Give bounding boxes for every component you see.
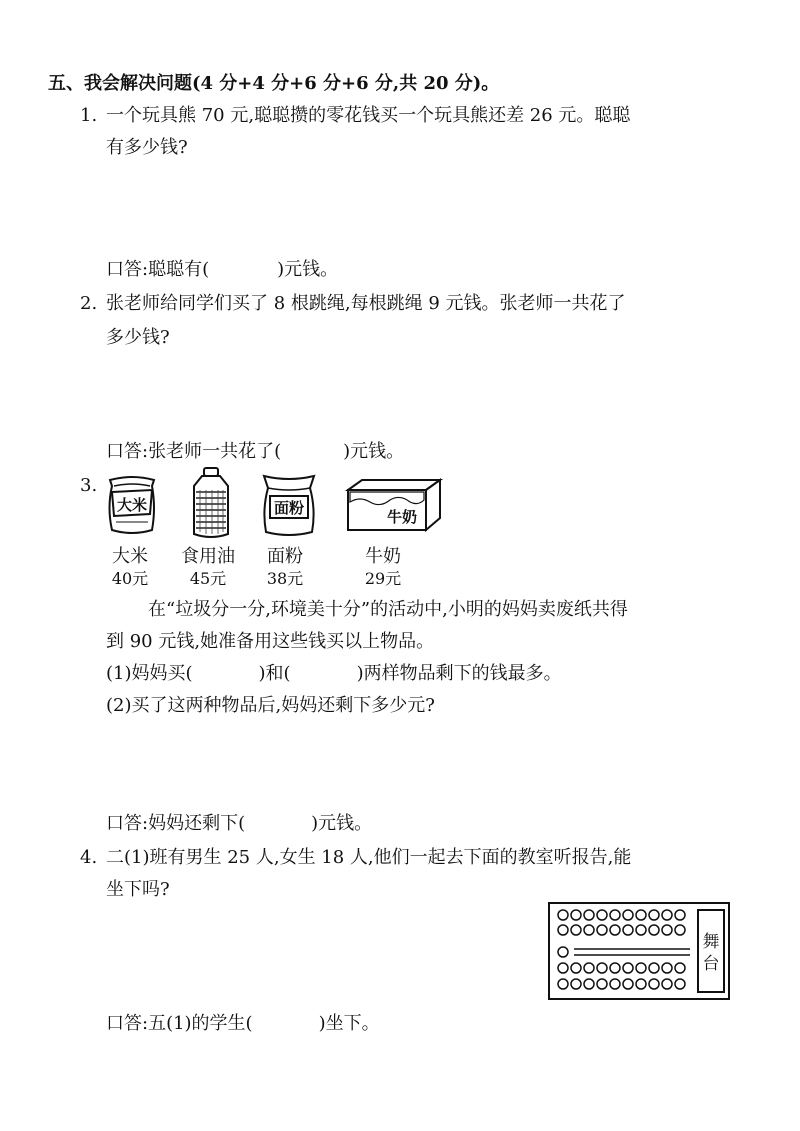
q3-sub1-prefix: (1)妈妈买(: [106, 663, 193, 684]
stage-label-char2: 台: [702, 954, 720, 974]
q4-text-line1: 二(1)班有男生 25 人,女生 18 人,他们一起去下面的教室听报告,能: [106, 847, 632, 868]
seat-circle: [558, 910, 568, 920]
q1-answer-suffix: )元钱。: [277, 259, 339, 280]
seat-circle: [558, 947, 568, 957]
seat-circle: [597, 963, 607, 973]
goods-milk: [356, 546, 410, 590]
seat-circle: [675, 910, 685, 920]
rice-bag-label: 大米: [116, 496, 148, 514]
seat-circle: [584, 925, 594, 935]
seat-circle: [675, 963, 685, 973]
q4-answer: [106, 1012, 380, 1036]
seat-circle: [610, 910, 620, 920]
q3-text-line1: 在“垃圾分一分,环境美十分”的活动中,小明的妈妈卖废纸共得: [148, 599, 628, 620]
seat-circle: [558, 963, 568, 973]
seat-circle: [571, 925, 581, 935]
seat-circle: [571, 979, 581, 989]
seat-circle: [649, 963, 659, 973]
q2-text-line1: 张老师给同学们买了 8 根跳绳,每根跳绳 9 元钱。张老师一共花了: [106, 293, 626, 314]
seat-circle: [662, 963, 672, 973]
q1-answer: [106, 258, 338, 282]
q3-answer-prefix: 口答:妈妈还剩下(: [106, 813, 246, 834]
milk-box-icon: [344, 476, 444, 534]
seat-circle: [571, 963, 581, 973]
q1-text-line1: 一个玩具熊 70 元,聪聪攒的零花钱买一个玩具熊还差 26 元。聪聪: [106, 105, 631, 126]
seat-circle: [675, 979, 685, 989]
seat-circle: [584, 979, 594, 989]
q1-answer-prefix: 口答:聪聪有(: [106, 259, 210, 280]
q2-number: 2.: [80, 293, 98, 314]
q4-text-line2: 坐下吗?: [106, 879, 170, 900]
seat-circle: [636, 963, 646, 973]
q3-sub1-middle: )和(: [258, 663, 291, 684]
classroom-diagram: [548, 902, 730, 1000]
seat-circle: [662, 925, 672, 935]
seat-circle: [623, 910, 633, 920]
seat-circle: [558, 925, 568, 935]
q2-answer-suffix: )元钱。: [343, 441, 405, 462]
seat-circle: [610, 925, 620, 935]
q3-number: 3.: [80, 475, 98, 496]
section-title: 五、我会解决问题(4 分+4 分+6 分+6 分,共 20 分)。: [48, 73, 500, 94]
seat-circle: [649, 910, 659, 920]
q4-answer-suffix: )坐下。: [318, 1013, 380, 1034]
flour-bag-label: 面粉: [273, 499, 305, 517]
q3-sub2: (2)买了这两种物品后,妈妈还剩下多少元?: [106, 695, 435, 716]
milk-box-label: 牛奶: [386, 508, 418, 526]
goods-oil-price: 45元: [189, 569, 227, 588]
seat-circle: [623, 963, 633, 973]
q2-text-line2: 多少钱?: [106, 327, 170, 348]
seat-circle: [571, 910, 581, 920]
seat-circle: [675, 925, 685, 935]
seat-circle: [662, 979, 672, 989]
goods-rice-price: 40元: [111, 569, 149, 588]
seat-circle: [636, 910, 646, 920]
q2-answer-prefix: 口答:张老师一共花了(: [106, 441, 282, 462]
seat-circle: [597, 925, 607, 935]
seat-circle: [610, 963, 620, 973]
rice-bag-icon: [104, 472, 160, 538]
seat-circle: [623, 925, 633, 935]
seat-circle: [636, 925, 646, 935]
seat-circle: [636, 979, 646, 989]
goods-flour-price: 38元: [266, 569, 304, 588]
goods-oil: [176, 546, 240, 590]
goods-milk-name: 牛奶: [365, 546, 401, 567]
oil-bottle-icon: [188, 466, 234, 540]
seat-circle: [649, 979, 659, 989]
goods-flour-name: 面粉: [267, 546, 303, 567]
q4-answer-prefix: 口答:五(1)的学生(: [106, 1013, 253, 1034]
q3-sub1: [106, 662, 562, 686]
seat-circle: [584, 910, 594, 920]
q3-answer: [106, 812, 372, 836]
q2-answer: [106, 440, 404, 464]
seat-circle: [597, 910, 607, 920]
goods-rice-name: 大米: [112, 546, 148, 567]
seat-circle: [610, 979, 620, 989]
flour-bag-icon: [260, 472, 318, 538]
seat-circle: [597, 979, 607, 989]
q3-answer-suffix: )元钱。: [311, 813, 373, 834]
seat-circle: [584, 963, 594, 973]
goods-rice: [106, 546, 154, 590]
q3-text-line2: 到 90 元钱,她准备用这些钱买以上物品。: [106, 631, 435, 652]
seat-circle: [623, 979, 633, 989]
stage-label-char1: 舞: [702, 932, 720, 952]
q3-sub1-suffix: )两样物品剩下的钱最多。: [356, 663, 562, 684]
goods-milk-price: 29元: [364, 569, 402, 588]
q1-number: 1.: [80, 105, 98, 126]
seat-circle: [662, 910, 672, 920]
seat-circle: [649, 925, 659, 935]
q1-text-line2: 有多少钱?: [106, 137, 188, 158]
q4-number: 4.: [80, 847, 98, 868]
goods-flour: [260, 546, 310, 590]
seat-circle: [558, 979, 568, 989]
goods-oil-name: 食用油: [181, 546, 235, 567]
